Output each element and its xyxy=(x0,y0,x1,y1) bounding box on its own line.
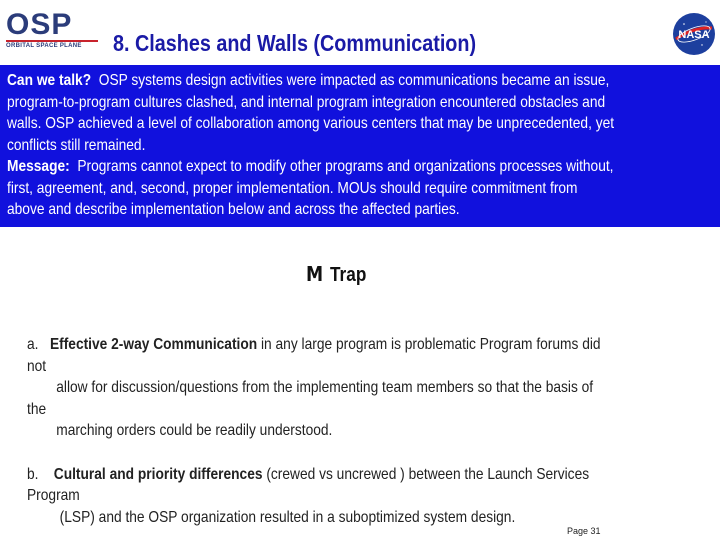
message-label: Message: xyxy=(7,158,70,175)
item-a-line-2: not xyxy=(27,357,47,375)
nasa-logo xyxy=(672,12,716,56)
slide-title: 8. Clashes and Walls (Communication) xyxy=(113,30,477,56)
banner-line-1 xyxy=(7,70,661,92)
logo-subtext: ORBITAL SPACE PLANE xyxy=(6,40,98,51)
banner-line-3: walls. OSP achieved a level of collaboration among various centers that may be unprecedented, yet xyxy=(7,115,615,132)
banner-line-1-text: OSP systems design activities were impacted as communications became an issue, xyxy=(98,72,610,89)
banner-line-2: program-to-program cultures clashed, and internal program integration encountered obstacles and xyxy=(7,93,606,111)
banner-line-6: first, agreement, and, second, proper implementation. MOUs should require commitment from xyxy=(7,179,578,197)
trap-label: Trap xyxy=(329,264,367,286)
item-b-text-1: (crewed vs uncrewed ) between the Launch Services xyxy=(266,465,590,483)
banner-line-5 xyxy=(7,156,661,178)
banner-line-5-text: Programs cannot expect to modify other programs and organizations processes without, xyxy=(77,158,614,175)
trap-items xyxy=(27,334,655,528)
logo-osp-text: OSP xyxy=(6,8,73,41)
banner-line-4: conflicts still remained. xyxy=(7,136,146,154)
item-b-line-1 xyxy=(27,464,655,486)
item-a-text-1: in any large program is problematic Program forums did xyxy=(261,336,601,353)
item-b-line-2: Program xyxy=(27,487,80,504)
osp-logo xyxy=(6,10,98,50)
page-number: Page 31 xyxy=(567,526,601,536)
can-we-talk-label: Can we talk? xyxy=(7,72,92,89)
item-a-line-4: the xyxy=(27,400,47,418)
banner-line-7: above and describe implementation below and across the affected parties. xyxy=(7,201,460,218)
item-b-heading: Cultural and priority differences xyxy=(53,465,263,483)
trap-heading xyxy=(306,262,366,287)
item-a-line-1 xyxy=(27,334,655,356)
item-b-prefix: b. xyxy=(27,465,39,483)
trap-bullet-icon: M xyxy=(306,262,324,286)
nasa-logo-text: NASA xyxy=(678,29,710,41)
item-a-line-5: marching orders could be readily understood. xyxy=(56,422,333,439)
item-a-heading: Effective 2-way Communication xyxy=(49,336,258,353)
item-a-line-3: allow for discussion/questions from the implementing team members so that the basis of xyxy=(56,379,594,396)
summary-text xyxy=(7,70,661,221)
item-a-prefix: a. xyxy=(27,336,39,353)
item-b-line-3: (LSP) and the OSP organization resulted in a suboptimized system design. xyxy=(59,508,516,526)
